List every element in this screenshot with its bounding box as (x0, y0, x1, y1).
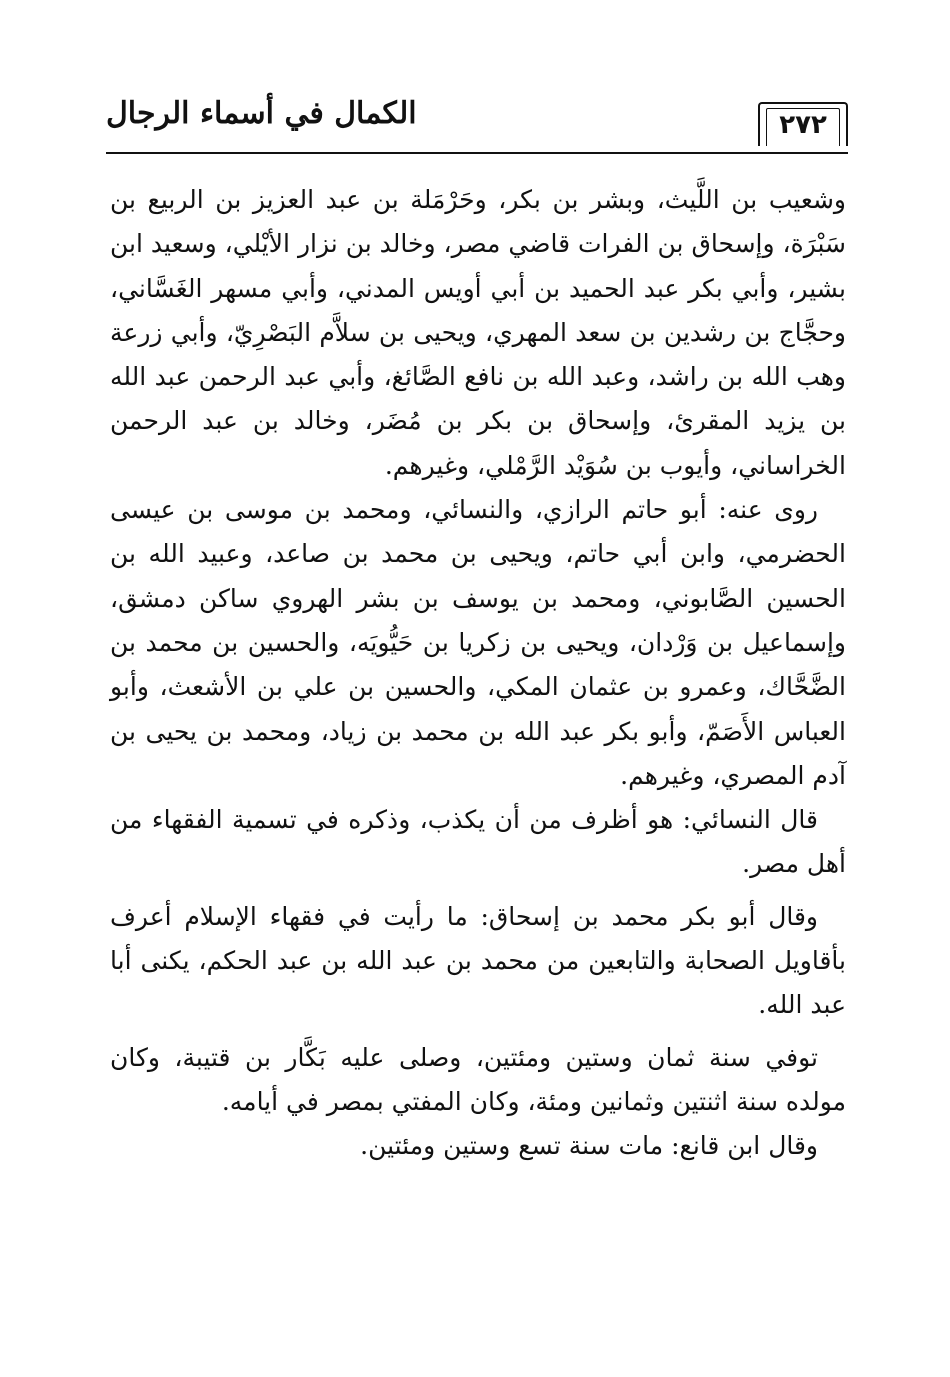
body-text (110, 178, 846, 1169)
paragraph-ibn-qani: وقال ابن قانع: مات سنة تسع وستين ومئتين. (360, 1131, 818, 1161)
paragraph-students: روى عنه: أبو حاتم الرازي، والنسائي، ومحمد بن موسى بن عيسى الحضرمي، وابن أبي حاتم، ويحيى بن محمد بن صاعد، وعبيد الله بن الحسين الصَّابوني، ومحمد بن يوسف بن بشر الهروي ساكن دمشق، وإسماعيل بن وَرْدان، ويحيى بن زكريا بن حَيُّويَه، والحسين بن محمد بن الضَّحَّاك، وعمرو بن عثمان المكي، والحسين بن علي بن الأشعث، وأبو العباس الأَصَمّ، وأبو بكر عبد الله بن محمد بن زياد، ومحمد بن يحيى بن آدم المصري، وغيرهم. (110, 495, 846, 790)
page-number: ٢٧٢ (758, 102, 848, 146)
paragraph-nasai: قال النسائي: هو أظرف من أن يكذب، وذكره في تسمية الفقهاء من أهل مصر. (110, 805, 846, 879)
running-title: الكمال في أسماء الرجال (106, 96, 417, 131)
paragraph-death: توفي سنة ثمان وستين ومئتين، وصلى عليه بَكَّار بن قتيبة، وكان مولده سنة اثنتين وثمانين ومئة، وكان المفتي بمصر في أيامه. (110, 1042, 846, 1116)
paragraph-teachers: وشعيب بن اللَّيث، وبشر بن بكر، وحَرْمَلة بن عبد العزيز بن الربيع بن سَبْرَة، وإسحاق بن الفرات قاضي مصر، وخالد بن نزار الأيْلي، وسعيد ابن بشير، وأبي بكر عبد الحميد بن أبي أويس المدني، وأبي مسهر الغَسَّاني، وحجَّاج بن رشدين بن سعد المهري، ويحيى بن سلاَّم البَصْرِيّ، وأبي زرعة وهب الله بن راشد، وعبد الله بن نافع الصَّائغ، وأبي عبد الرحمن عبد الله بن يزيد المقرئ، وإسحاق بن بكر بن مُضَر، وخالد بن عبد الرحمن الخراساني، وأيوب بن سُوَيْد الرَّمْلي، وغيرهم. (110, 185, 846, 480)
paragraph-abu-bakr: وقال أبو بكر محمد بن إسحاق: ما رأيت في فقهاء الإسلام أعرف بأقاويل الصحابة والتابعين من محمد بن عبد الله بن عبد الحكم، يكنى أبا عبد الله. (110, 901, 846, 1020)
header-rule (106, 152, 848, 154)
page-header (106, 88, 848, 154)
